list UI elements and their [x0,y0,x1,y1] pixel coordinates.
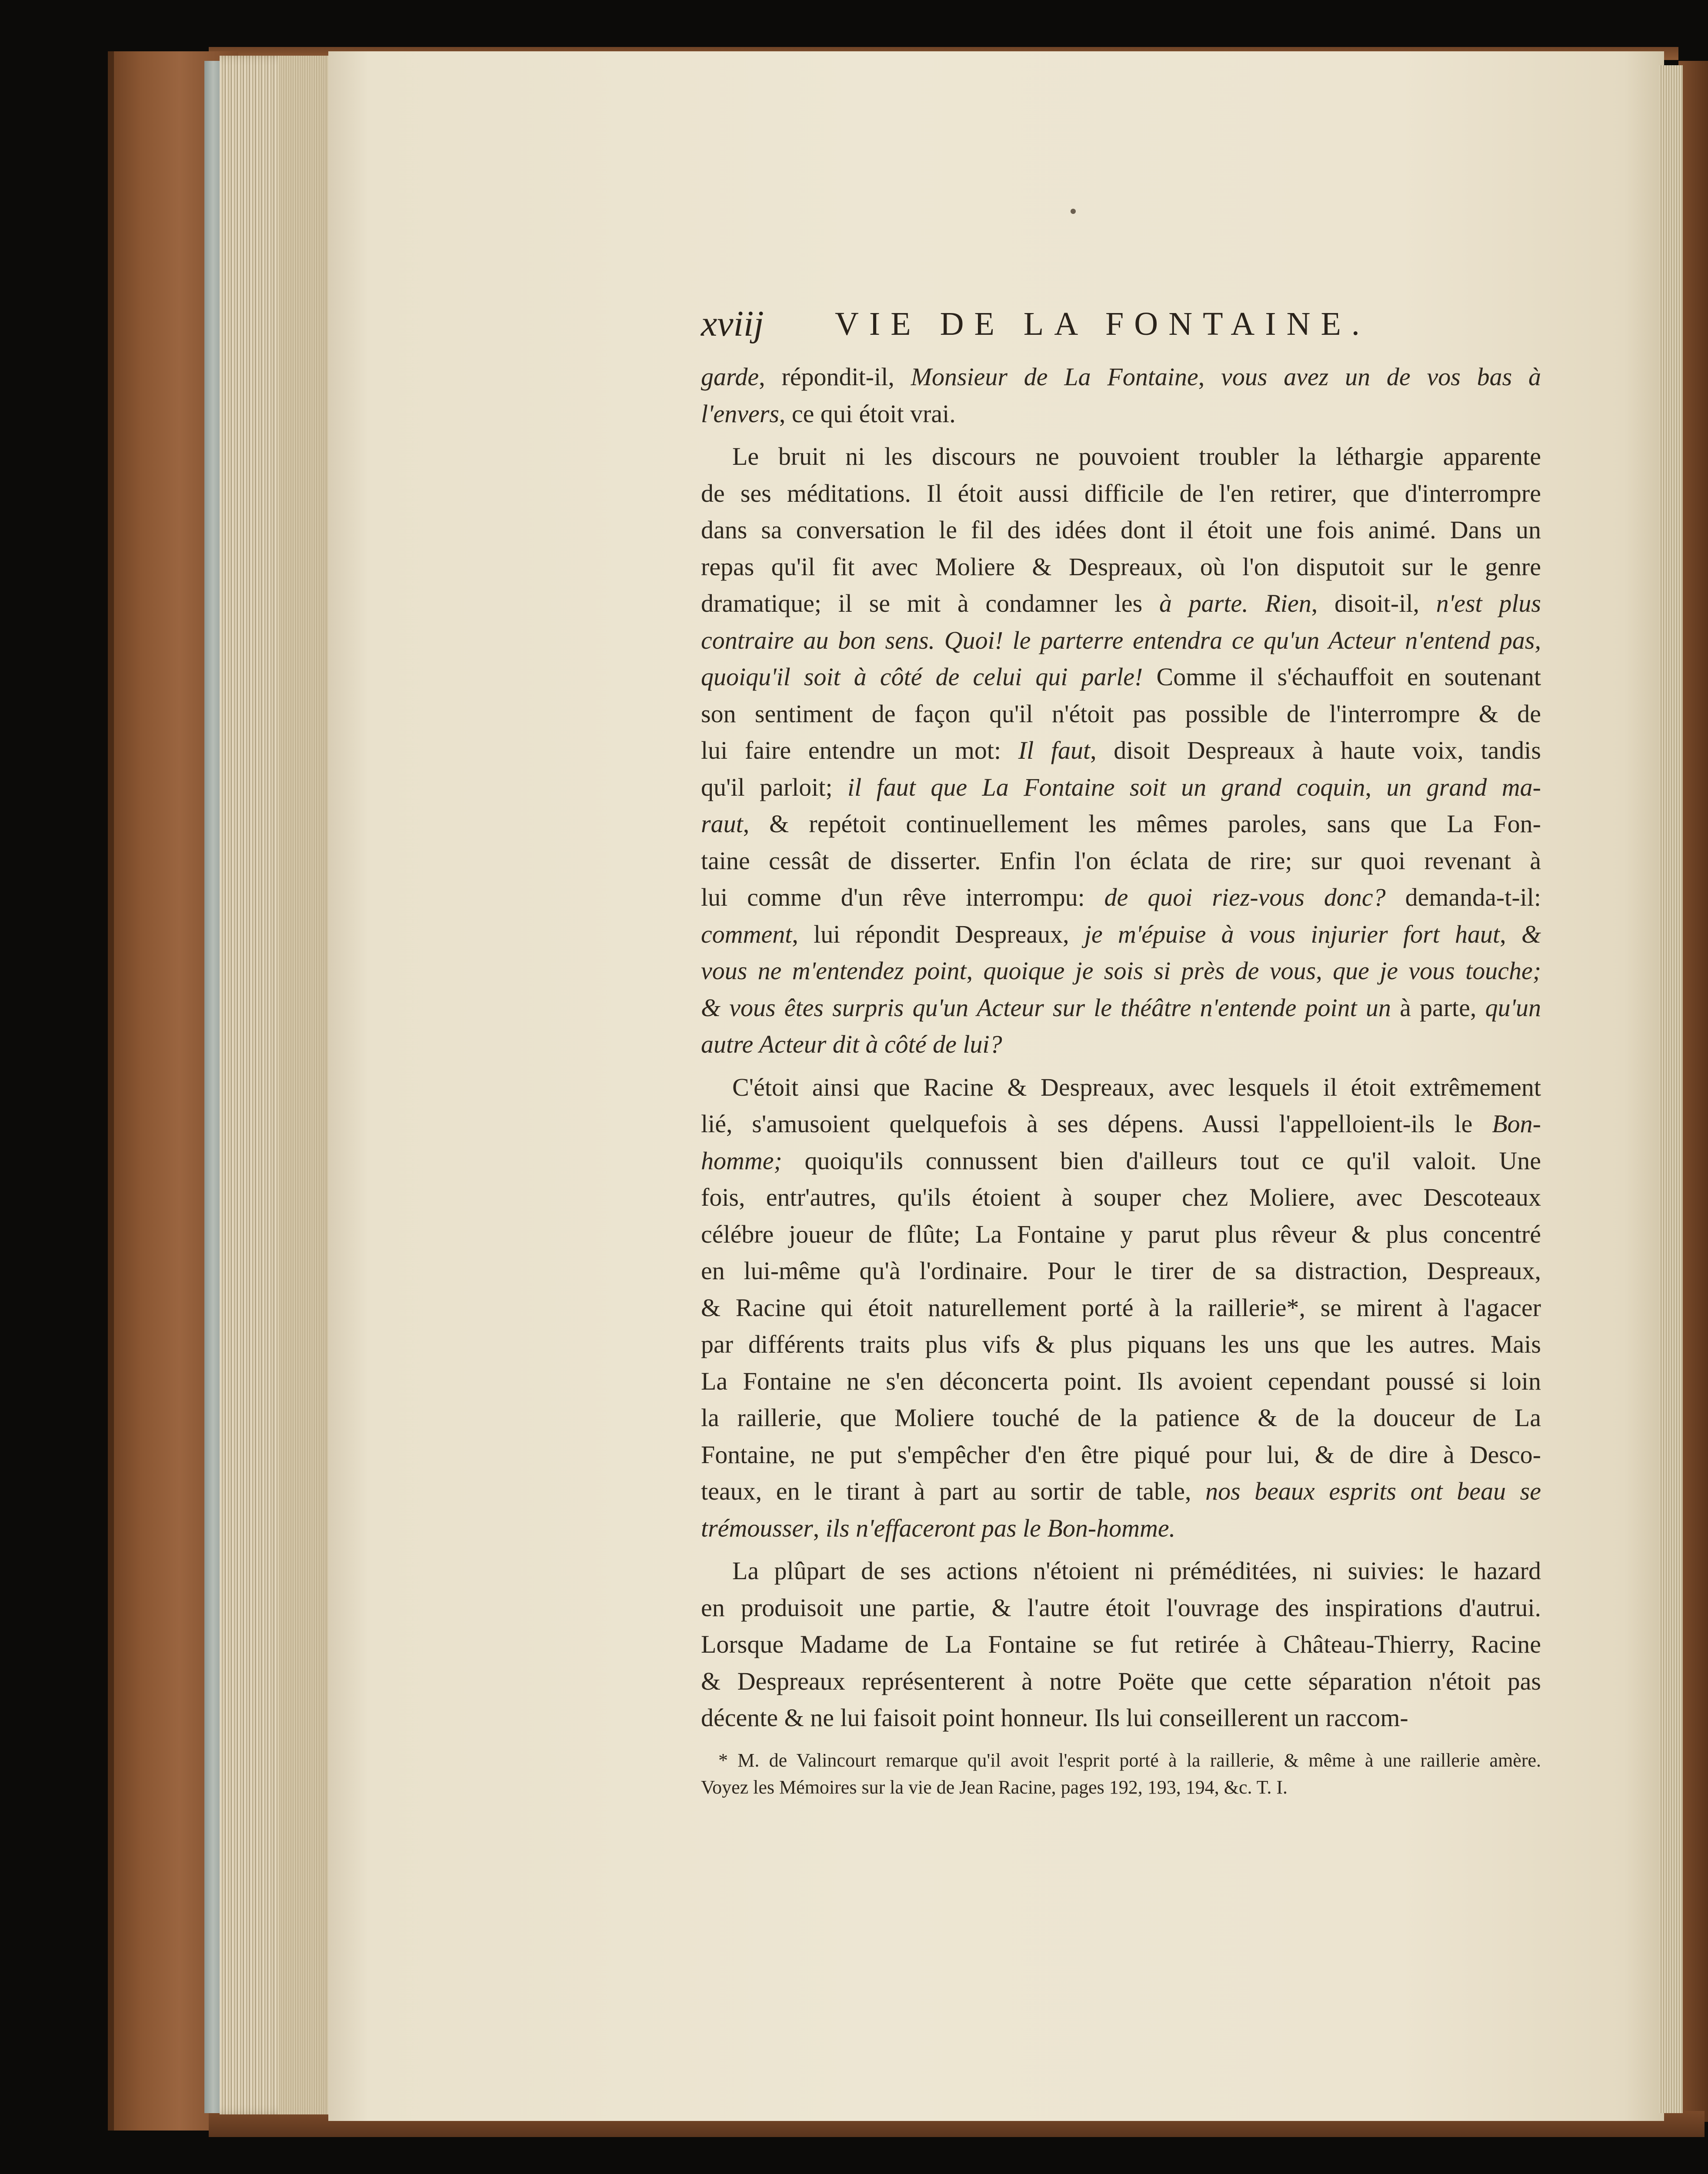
text-line [701,1026,1541,1063]
running-title: VIE DE LA FONTAINE. [835,306,1370,342]
ink-speck [1071,209,1076,214]
italic-run: je m'épuise à vous injurier fort haut [1084,920,1500,948]
footnote [701,1747,1541,1801]
text-line [701,1473,1541,1510]
text-run: Le bruit ni les discours ne pouvoient troubler la léthargie apparente [732,442,1541,470]
italic-run: comment [701,920,792,948]
italic-run: Il faut [1018,736,1091,764]
italic-run: vous ne m'entendez point [701,957,967,985]
text-run: lié, s'amusoient quelquefois à ses dépens. Aussi l'appelloient-ils le [701,1110,1492,1138]
italic-run: Bon- [1492,1110,1541,1138]
leather-cover-right [1678,61,1708,2122]
text-run: , [966,957,984,985]
text-run: repas qu'il fit avec Moliere & Despreaux, où l'on disputoit sur le genre [701,552,1541,581]
text-run: célébre joueur de flûte; La Fontaine y parut plus rêveur & plus concentré [701,1220,1541,1248]
text-run: son sentiment de façon qu'il n'étoit pas possible de l'interrompre & de [701,699,1541,728]
text-line [701,806,1541,843]
text-line [701,549,1541,586]
text-run: lui faire entendre un mot: [701,736,1018,764]
text-run: par différents traits plus vifs & plus piquans les uns que les autres. Mais [701,1330,1541,1358]
text-line [701,1700,1541,1737]
text-line [701,585,1541,622]
footnote-line: * M. de Valincourt remarque qu'il avoit l'esprit porté à la raillerie, & même à une raillerie amère. [718,1750,1541,1771]
italic-run: vous avez un de vos bas à [1221,363,1541,391]
cover-left-edge [108,51,114,2131]
text-line [701,1179,1541,1216]
italic-run: autre Acteur dit à côté de lui? [701,1030,1002,1058]
italic-run: l'envers [701,399,779,428]
text-line [701,843,1541,880]
text-run: , [813,1514,826,1542]
text-run: , lui répondit Despreaux, [792,920,1084,948]
text-line [701,696,1541,733]
text-line [701,1553,1541,1590]
text-run: qu'il parloit; [701,773,848,801]
text-line [701,879,1541,916]
text-run: Comme il s'échauffoit en soutenant [1143,663,1541,691]
text-run: La Fontaine ne s'en déconcerta point. Ils avoient cependant poussé si loin [701,1367,1541,1395]
italic-run: & vous êtes surpris qu'un Acteur sur le théâtre n'entende point un [701,993,1400,1022]
text-run: en produisoit une partie, & l'autre étoit l'ouvrage des inspirations d'autrui. [701,1593,1541,1622]
text-line [701,359,1541,396]
text-run: en lui-même qu'à l'ordinaire. Pour le tirer de sa distraction, Despreaux, [701,1257,1541,1285]
text-line [701,1400,1541,1437]
italic-run: à parte. Rien [1159,589,1311,617]
text-line [701,396,1541,433]
text-line [701,622,1541,659]
text-run: Fontaine, ne put s'empêcher d'en être piqué pour lui, & de dire à Desco- [701,1440,1541,1469]
text-run: , [1470,993,1485,1022]
paragraph [701,438,1541,1063]
text-run: & Despreaux représenterent à notre Poëte que cette séparation n'étoit pas [701,1667,1541,1695]
footnote-line: Voyez les Mémoires sur la vie de Jean Racine, pages 192, 193, 194, &c. T. I. [701,1777,1288,1798]
text-run: , disoit Despreaux à haute voix, tandis [1090,736,1541,764]
italic-run: garde [701,363,759,391]
text-run: , répondit-il, [759,363,911,391]
italic-run: & [1521,920,1541,948]
text-run: dramatique; il se mit à condamner les [701,589,1160,617]
text-run: à parte [1400,993,1470,1022]
italic-run: de quoi riez-vous donc? [1104,883,1386,911]
text-run: , disoit-il, [1311,589,1436,617]
paragraph [701,1553,1541,1737]
italic-run: raut [701,810,743,838]
text-line [701,1326,1541,1363]
text-line [701,916,1541,953]
text-run: décente & ne lui faisoit point honneur. Ils lui conseillerent un raccom- [701,1704,1408,1732]
italic-run: quoiqu'il soit à côté de celui qui parle! [701,663,1143,691]
text-run: C'étoit ainsi que Racine & Despreaux, avec lesquels il étoit extrêmement [732,1073,1541,1101]
text-line [701,1363,1541,1400]
text-run: , & repétoit continuellement les mêmes paroles, sans que La Fon- [743,810,1541,838]
text-run: , ce qui étoit vrai. [779,399,956,428]
italic-run: ils n'effaceront pas le Bon-homme. [825,1514,1176,1542]
italic-run: un grand ma- [1386,773,1541,801]
text-line [701,990,1541,1027]
text-run: quoiqu'ils connussent bien d'ailleurs tout ce qu'il valoit. Une [782,1146,1541,1175]
body-text [701,359,1541,1737]
text-line [701,659,1541,696]
italic-run: qu'un [1485,993,1541,1022]
italic-run: nos beaux esprits ont beau se [1205,1477,1541,1505]
text-line [701,1143,1541,1180]
page-edges-left-fine [278,56,330,2114]
text-run: , [1500,920,1521,948]
italic-run: n'est plus [1436,589,1541,617]
text-run: La plûpart de ses actions n'étoient ni préméditées, ni suivies: le hazard [732,1557,1541,1585]
italic-run: trémousser [701,1514,813,1542]
text-run: Lorsque Madame de La Fontaine se fut retirée à Château-Thierry, Racine [701,1630,1541,1658]
text-run: , [1365,773,1387,801]
text-run: , [1316,957,1333,985]
text-run: dans sa conversation le fil des idées dont il étoit une fois animé. Dans un [701,516,1541,544]
text-line [701,1069,1541,1106]
italic-run: que je vous touche; [1333,957,1541,985]
text-line [701,1216,1541,1253]
italic-run: Monsieur de La Fontaine [911,363,1198,391]
text-run: fois, entr'autres, qu'ils étoient à souper chez Moliere, avec Descoteaux [701,1183,1541,1211]
endpaper-strip [204,61,222,2113]
paragraph [701,359,1541,432]
text-line [701,1626,1541,1663]
page-folio: xviij [701,303,764,344]
italic-run: quoique je sois si près de vous [983,957,1316,985]
text-line [701,1437,1541,1474]
text-run: , [1198,363,1221,391]
italic-run: contraire au bon sens. Quoi! le parterre entendra ce qu'un Acteur n'entend pas, [701,626,1541,654]
text-line [701,1663,1541,1700]
text-line [701,953,1541,990]
text-line [701,769,1541,806]
text-line [701,732,1541,769]
text-line [701,1290,1541,1327]
text-line [701,512,1541,549]
text-line [701,1590,1541,1627]
paragraph [701,1069,1541,1547]
text-run: demanda-t-il: [1385,883,1541,911]
text-run: teaux, en le tirant à part au sortir de table, [701,1477,1206,1505]
text-line [701,438,1541,475]
text-line [701,475,1541,512]
text-run: & Racine qui étoit naturellement porté à la raillerie*, se mirent à l'agacer [701,1293,1541,1322]
text-run: de ses méditations. Il étoit aussi difficile de l'en retirer, que d'interrompre [701,479,1541,507]
text-line [701,1510,1541,1547]
text-run: taine cessât de disserter. Enfin l'on éclata de rire; sur quoi revenant à [701,846,1541,875]
text-run: la raillerie, que Moliere touché de la patience & de la douceur de La [701,1404,1541,1432]
text-line [701,1106,1541,1143]
italic-run: il faut que La Fontaine soit un grand coquin [847,773,1365,801]
italic-run: homme; [701,1146,782,1175]
page-edges-right [1659,65,1683,2113]
text-run: lui comme d'un rêve interrompu: [701,883,1104,911]
text-line [701,1253,1541,1290]
